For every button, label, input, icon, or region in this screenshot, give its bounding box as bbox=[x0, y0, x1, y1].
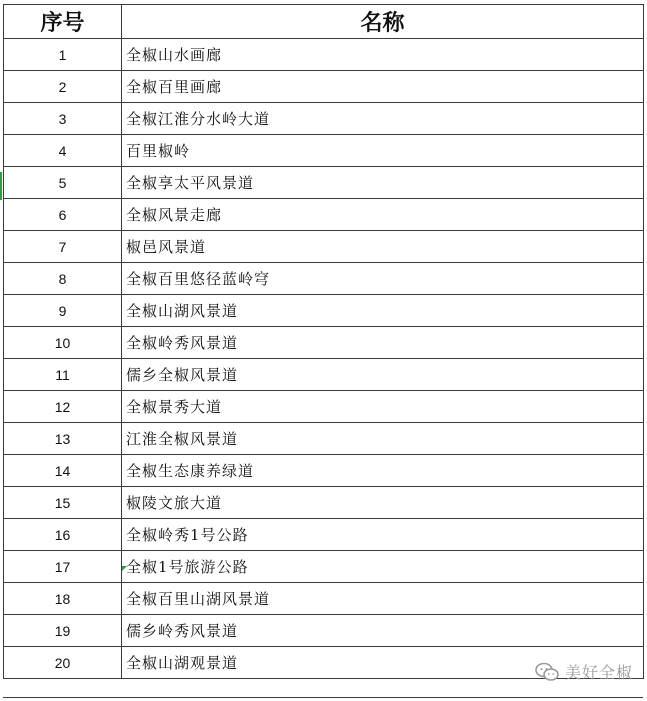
table-row bbox=[4, 391, 644, 423]
cell-name[interactable]: 全椒1号旅游公路 bbox=[122, 551, 644, 583]
cell-name[interactable]: 椒陵文旅大道 bbox=[122, 487, 644, 519]
table-row bbox=[4, 327, 644, 359]
cell-index[interactable]: 4 bbox=[4, 135, 122, 167]
cell-index[interactable]: 1 bbox=[4, 39, 122, 71]
table-row bbox=[4, 519, 644, 551]
header-name[interactable]: 名称 bbox=[122, 5, 644, 39]
cell-index[interactable]: 8 bbox=[4, 263, 122, 295]
cell-index[interactable]: 5 bbox=[4, 167, 122, 199]
cell-index[interactable]: 2 bbox=[4, 71, 122, 103]
cell-index[interactable]: 20 bbox=[4, 647, 122, 679]
bottom-gridline bbox=[3, 697, 643, 698]
cell-name[interactable]: 全椒山湖风景道 bbox=[122, 295, 644, 327]
watermark bbox=[535, 660, 633, 683]
table-row bbox=[4, 295, 644, 327]
cell-index[interactable]: 13 bbox=[4, 423, 122, 455]
cell-name[interactable]: 江淮全椒风景道 bbox=[122, 423, 644, 455]
cell-index[interactable]: 10 bbox=[4, 327, 122, 359]
table-row bbox=[4, 199, 644, 231]
table-row bbox=[4, 71, 644, 103]
cell-name[interactable]: 儒乡全椒风景道 bbox=[122, 359, 644, 391]
table-row bbox=[4, 487, 644, 519]
cell-name[interactable]: 全椒百里山湖风景道 bbox=[122, 583, 644, 615]
cell-name[interactable]: 椒邑风景道 bbox=[122, 231, 644, 263]
cell-name[interactable]: 全椒景秀大道 bbox=[122, 391, 644, 423]
cell-name[interactable]: 全椒岭秀风景道 bbox=[122, 327, 644, 359]
header-index[interactable]: 序号 bbox=[4, 5, 122, 39]
cell-name[interactable]: 全椒风景走廊 bbox=[122, 199, 644, 231]
cell-name[interactable]: 全椒百里画廊 bbox=[122, 71, 644, 103]
table-row bbox=[4, 103, 644, 135]
cell-index[interactable]: 12 bbox=[4, 391, 122, 423]
table-row bbox=[4, 135, 644, 167]
watermark-text: 美好全椒 bbox=[564, 663, 633, 682]
table-row bbox=[4, 167, 644, 199]
cell-index[interactable]: 14 bbox=[4, 455, 122, 487]
table-row bbox=[4, 231, 644, 263]
cell-name[interactable]: 儒乡岭秀风景道 bbox=[122, 615, 644, 647]
table-row bbox=[4, 359, 644, 391]
table-row bbox=[4, 551, 644, 583]
cell-name[interactable]: 全椒百里悠径蓝岭穹 bbox=[122, 263, 644, 295]
cell-name[interactable]: 全椒岭秀1号公路 bbox=[122, 519, 644, 551]
cell-name[interactable]: 全椒生态康养绿道 bbox=[122, 455, 644, 487]
cell-name[interactable]: 百里椒岭 bbox=[122, 135, 644, 167]
table-row bbox=[4, 455, 644, 487]
table-row bbox=[4, 39, 644, 71]
cell-index[interactable]: 11 bbox=[4, 359, 122, 391]
cell-index[interactable]: 18 bbox=[4, 583, 122, 615]
cell-index[interactable]: 6 bbox=[4, 199, 122, 231]
row-selection-marker bbox=[0, 172, 2, 200]
cell-index[interactable]: 15 bbox=[4, 487, 122, 519]
table-row bbox=[4, 423, 644, 455]
table-row bbox=[4, 583, 644, 615]
cell-index[interactable]: 17 bbox=[4, 551, 122, 583]
cell-index[interactable]: 9 bbox=[4, 295, 122, 327]
header-row bbox=[4, 5, 644, 39]
cell-index[interactable]: 3 bbox=[4, 103, 122, 135]
cell-name[interactable]: 全椒山水画廊 bbox=[122, 39, 644, 71]
cell-name[interactable]: 全椒江淮分水岭大道 bbox=[122, 103, 644, 135]
cell-index[interactable]: 7 bbox=[4, 231, 122, 263]
cell-name[interactable]: 全椒山湖观景道 bbox=[122, 647, 644, 679]
cell-index[interactable]: 16 bbox=[4, 519, 122, 551]
cell-comment-indicator bbox=[122, 566, 127, 571]
cell-index[interactable]: 19 bbox=[4, 615, 122, 647]
cell-name[interactable]: 全椒享太平风景道 bbox=[122, 167, 644, 199]
table-row bbox=[4, 615, 644, 647]
table-row bbox=[4, 263, 644, 295]
wechat-icon bbox=[535, 662, 559, 682]
names-table bbox=[3, 4, 644, 679]
